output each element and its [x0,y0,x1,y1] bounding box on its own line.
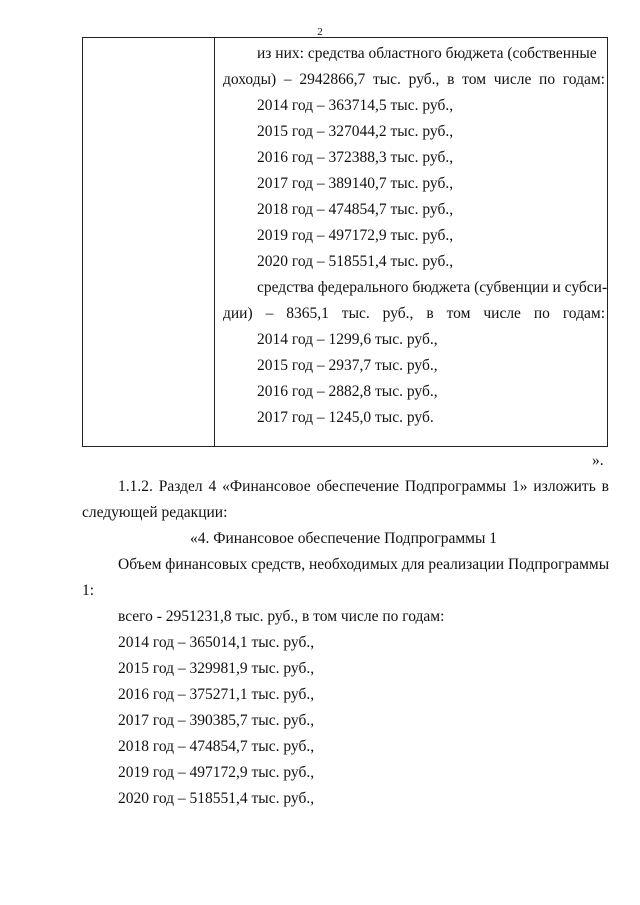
table-line: средства федерального бюджета (субвенции и субси- [257,279,608,296]
table-line: доходы) – 2942866,7 тыс. руб., в том числе по годам: [223,71,605,88]
table-line: 2019 год – 497172,9 тыс. руб., [257,227,454,244]
amendment-item-text: следующей редакции: [82,504,228,521]
table-column-divider [214,38,215,446]
paragraph-text: Объем финансовых средств, необходимых для реализации Подпрограммы [118,556,610,573]
year-amount: 2015 год – 329981,9 тыс. руб., [118,660,315,677]
page-number: 2 [317,26,323,38]
amendment-item-text: 1.1.2. Раздел 4 «Финансовое обеспечение Подпрограммы 1» изложить в [118,478,609,495]
year-amount: 2017 год – 390385,7 тыс. руб., [118,712,315,729]
table-line: из них: средства областного бюджета (собственные [257,45,597,62]
closing-quote: ». [592,452,604,469]
financing-table [82,37,608,447]
table-line: 2016 год – 372388,3 тыс. руб., [257,149,454,166]
section-heading: «4. Финансовое обеспечение Подпрограммы 1 [190,530,498,547]
table-line: 2018 год – 474854,7 тыс. руб., [257,201,454,218]
year-amount: 2020 год – 518551,4 тыс. руб., [118,790,315,807]
table-line: 2015 год – 327044,2 тыс. руб., [257,123,454,140]
table-line: 2017 год – 389140,7 тыс. руб., [257,175,454,192]
table-line: 2015 год – 2937,7 тыс. руб., [257,357,438,374]
paragraph-text: 1: [82,582,95,599]
table-line: дии) – 8365,1 тыс. руб., в том числе по годам: [223,305,605,322]
year-amount: 2019 год – 497172,9 тыс. руб., [118,764,315,781]
year-amount: 2014 год – 365014,1 тыс. руб., [118,634,315,651]
table-line: 2017 год – 1245,0 тыс. руб. [257,409,434,426]
year-amount: 2018 год – 474854,7 тыс. руб., [118,738,315,755]
table-line: 2016 год – 2882,8 тыс. руб., [257,383,438,400]
total-amount: всего - 2951231,8 тыс. руб., в том числе по годам: [118,608,445,625]
table-line: 2014 год – 363714,5 тыс. руб., [257,97,454,114]
table-line: 2020 год – 518551,4 тыс. руб., [257,253,454,270]
table-line: 2014 год – 1299,6 тыс. руб., [257,331,438,348]
year-amount: 2016 год – 375271,1 тыс. руб., [118,686,315,703]
